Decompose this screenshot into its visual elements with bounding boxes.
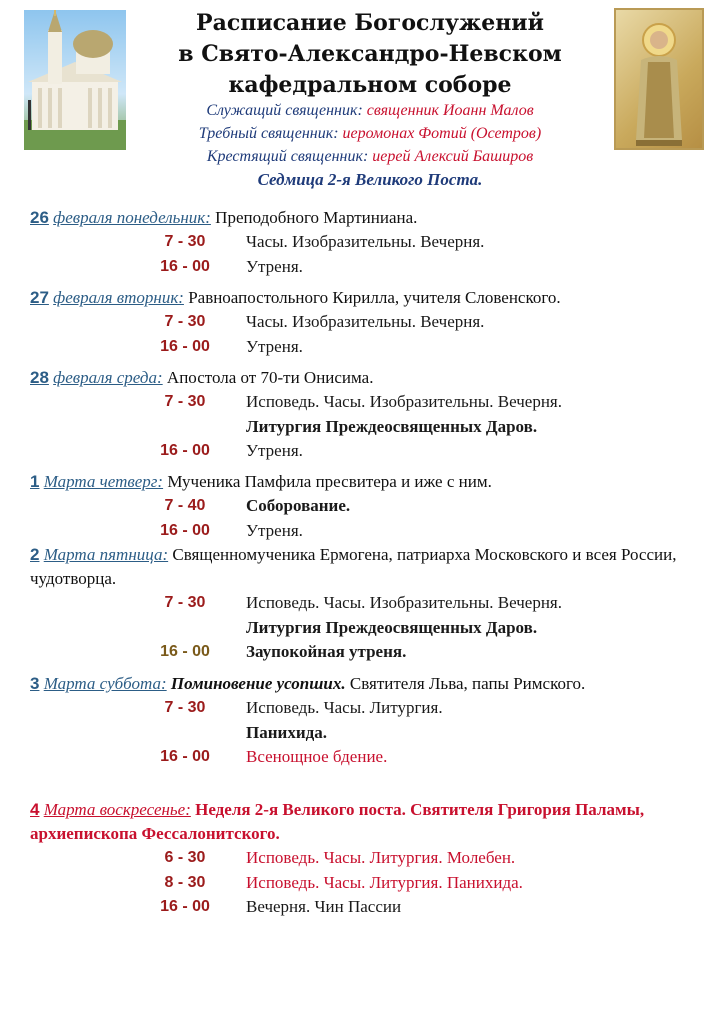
week-title: Седмица 2-я Великого Поста. [257,170,483,189]
service-row [30,494,698,519]
service-text: Утреня. [246,256,303,276]
service-text: Вечерня. Чин Пассии [246,897,402,916]
day-entry [30,672,698,770]
day-number: 28 [30,368,49,387]
service-time: 7 - 30 [164,393,206,410]
day-header [30,286,698,310]
day-number: 26 [30,208,49,227]
service-time: 16 - 00 [160,442,210,459]
day-header [30,366,698,390]
clergy-value: иерей Алексий Баширов [372,148,534,165]
header [0,0,724,200]
service-time: 8 - 30 [164,873,206,891]
service-row [30,895,698,920]
service-text: Панихида. [246,722,327,742]
clergy-baptism [130,148,610,166]
day-name: Марта суббота: [43,674,167,693]
service-time: 16 - 00 [160,521,210,539]
day-name: Марта пятница: [43,545,169,564]
day-description: Священномученика Ермогена, патриарха Московского и всея России, чудотворца. [30,545,677,588]
service-row [30,745,698,770]
day-number: 1 [30,472,40,491]
service-text: Литургия Преждеосвященных Даров. [246,617,538,637]
day-entry [30,798,698,920]
service-row [30,439,698,464]
day-description: Равноапостольного Кирилла, учителя Словенского. [188,288,561,307]
saint-icon-image [614,8,704,150]
clergy-label: Крестящий священник: [206,148,369,165]
service-row [30,696,698,721]
clergy-value: иеромонах Фотий (Осетров) [342,125,542,142]
clergy-value: священник Иоанн Малов [366,102,534,119]
service-time: 16 - 00 [160,748,210,765]
service-time: 16 - 00 [160,643,210,660]
day-entry [30,470,698,543]
cathedral-photo [24,10,126,150]
service-text: Утреня. [246,520,303,540]
service-text: Соборование. [246,496,351,515]
service-text: Часы. Изобразительны. Вечерня. [246,232,485,251]
service-row [30,310,698,335]
day-number: 2 [30,545,40,564]
service-time: 7 - 30 [164,594,206,611]
day-entry [30,206,698,279]
service-text: Исповедь. Часы. Изобразительны. Вечерня. [246,593,562,612]
service-text: Исповедь. Часы. Литургия. Панихида. [246,872,523,892]
service-row [30,390,698,415]
day-header [30,798,698,846]
page-title [130,8,610,101]
service-row [30,846,698,871]
day-name: февраля вторник: [53,288,184,307]
day-name: Марта воскресенье: [43,800,191,819]
service-time: 16 - 00 [160,337,210,355]
service-text: Утреня. [246,336,303,356]
day-description: Неделя 2-я Великого поста. Святителя Григория Паламы, архиепископа Фессалонитского. [30,800,645,843]
service-time: 7 - 30 [164,233,206,250]
service-text: Утреня. [246,441,303,460]
day-header [30,543,698,591]
clergy-serving [130,102,610,120]
service-time: 6 - 30 [164,849,206,866]
day-description: Мученика Памфила пресвитера и иже с ним. [167,472,492,491]
day-entry [30,366,698,464]
service-text: Исповедь. Часы. Литургия. Молебен. [246,848,516,867]
clergy-treby [130,125,610,143]
title-line: в Свято-Александро-Невском [178,41,562,67]
service-row [30,519,698,544]
day-name: февраля среда: [53,368,163,387]
day-description: Преподобного Мартиниана. [215,208,418,227]
service-time: 16 - 00 [160,257,210,275]
day-name: февраля понедельник: [53,208,211,227]
title-line: кафедральном соборе [228,72,512,98]
service-row [30,255,698,280]
service-time: 7 - 40 [164,497,206,514]
service-row [30,871,698,896]
service-time: 7 - 30 [164,699,206,716]
service-row [30,415,698,440]
day-number: 3 [30,674,40,693]
service-row [30,230,698,255]
day-header [30,470,698,494]
service-row [30,721,698,746]
day-number: 4 [30,800,40,819]
clergy-label: Требный священник: [198,125,339,142]
service-time: 16 - 00 [160,898,210,915]
service-row [30,335,698,360]
service-time: 7 - 30 [164,313,206,330]
day-number: 27 [30,288,49,307]
day-header [30,206,698,230]
service-text: Часы. Изобразительны. Вечерня. [246,312,485,331]
day-name: Марта четверг: [43,472,164,491]
service-row [30,591,698,616]
day-header [30,672,698,696]
day-description: Святителя Льва, папы Римского. [349,674,586,693]
title-line: Расписание Богослужений [196,10,544,36]
service-text: Заупокойная утреня. [246,642,407,661]
service-text: Литургия Преждеосвященных Даров. [246,416,538,436]
clergy-label: Служащий священник: [206,102,363,119]
day-entry [30,543,698,665]
service-text: Всенощное бдение. [246,747,388,766]
service-text: Исповедь. Часы. Литургия. [246,698,443,717]
service-row [30,640,698,665]
day-description-bold: Поминовение усопших. [170,674,346,693]
day-description: Апостола от 70-ти Онисима. [166,368,374,387]
service-text: Исповедь. Часы. Изобразительны. Вечерня. [246,392,562,411]
service-row [30,616,698,641]
day-entry [30,286,698,359]
